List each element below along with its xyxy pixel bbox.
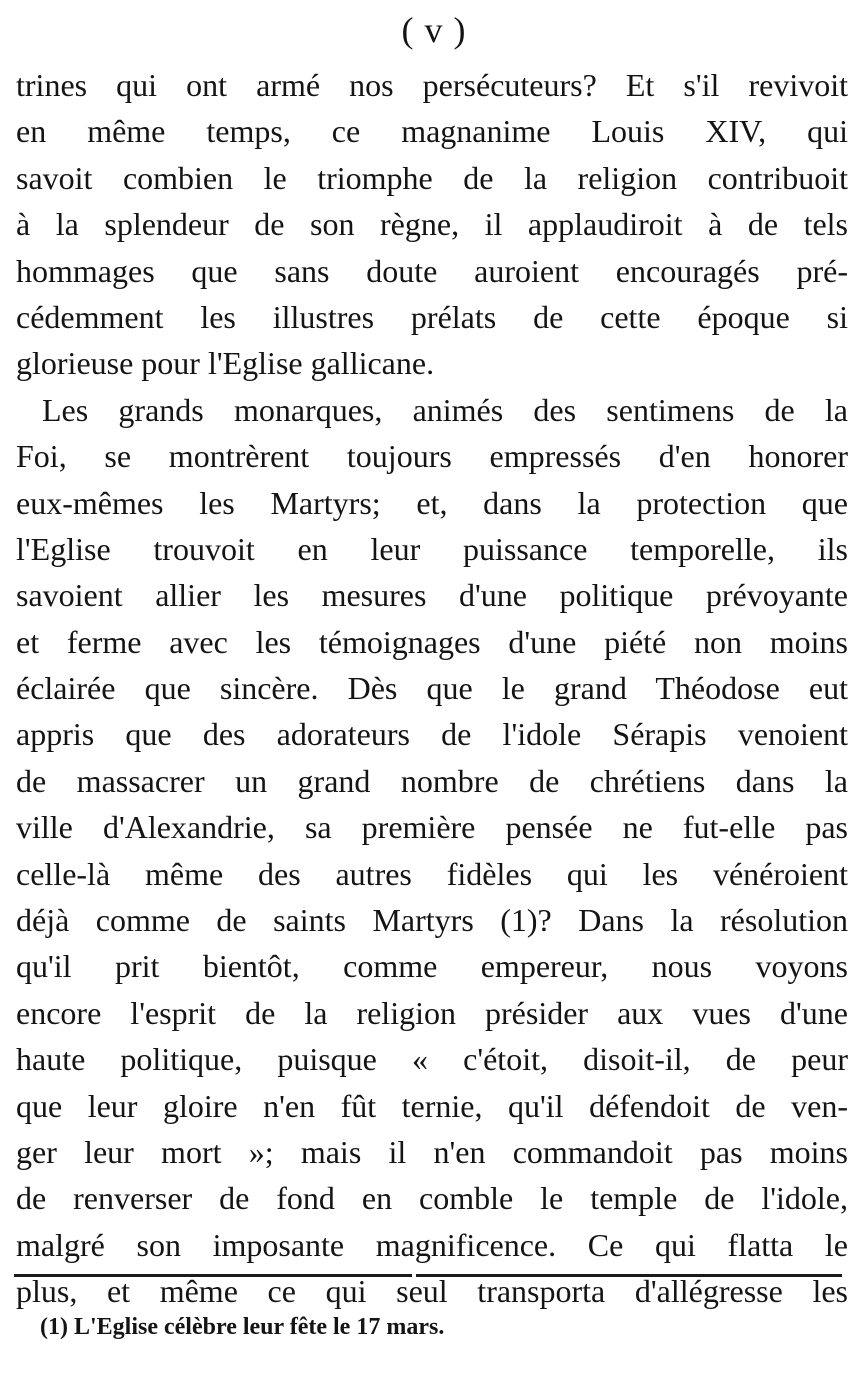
paragraph-start-line: Les grands monarques, animés des sentimens de la bbox=[42, 391, 848, 428]
text-line: de renverser de fond en comble le temple de l'idole, bbox=[16, 1180, 848, 1217]
text-line: savoient allier les mesures d'une politique prévoyante bbox=[16, 577, 848, 614]
text-line: savoit combien le triomphe de la religion contribuoit bbox=[16, 159, 848, 196]
text-line: encore l'esprit de la religion présider aux vues d'une bbox=[16, 994, 848, 1031]
text-line: qu'il prit bientôt, comme empereur, nous voyons bbox=[16, 948, 848, 985]
text-line: eux-mêmes les Martyrs; et, dans la protection que bbox=[16, 484, 848, 521]
text-line: appris que des adorateurs de l'idole Sérapis venoient bbox=[16, 716, 848, 753]
text-line: déjà comme de saints Martyrs (1)? Dans la résolution bbox=[16, 902, 848, 939]
text-line: ville d'Alexandrie, sa première pensée ne fut-elle pas bbox=[16, 809, 848, 846]
text-line: en même temps, ce magnanime Louis XIV, qui bbox=[16, 113, 848, 150]
text-line: éclairée que sincère. Dès que le grand Théodose eut bbox=[16, 670, 848, 707]
text-line: cédemment les illustres prélats de cette époque si bbox=[16, 298, 848, 335]
text-line: hommages que sans doute auroient encouragés pré- bbox=[16, 252, 848, 289]
text-line: ger leur mort »; mais il n'en commandoit pas moins bbox=[16, 1133, 848, 1170]
text-line: et ferme avec les témoignages d'une piété non moins bbox=[16, 623, 848, 660]
paragraph-end-line: glorieuse pour l'Eglise gallicane. bbox=[16, 345, 435, 382]
text-line: Foi, se montrèrent toujours empressés d'en honorer bbox=[16, 438, 848, 475]
footnote-rule-left bbox=[14, 1274, 412, 1277]
footnote: (1) L'Eglise célèbre leur fête le 17 mars. bbox=[40, 1314, 445, 1340]
footnote-rule-right bbox=[416, 1274, 842, 1277]
text-line: haute politique, puisque « c'étoit, disoit-il, de peur bbox=[16, 1041, 848, 1078]
text-line: trines qui ont armé nos persécuteurs? Et s'il revivoit bbox=[16, 67, 848, 103]
text-line: l'Eglise trouvoit en leur puissance temporelle, ils bbox=[16, 530, 848, 567]
text-line: plus, et même ce qui seul transporta d'allégresse les bbox=[16, 1273, 848, 1310]
body-text bbox=[16, 62, 848, 1315]
page-number: ( v ) bbox=[401, 10, 467, 50]
text-line: à la splendeur de son règne, il applaudiroit à de tels bbox=[16, 206, 848, 243]
text-line: malgré son imposante magnificence. Ce qui flatta le bbox=[16, 1226, 848, 1263]
text-line: de massacrer un grand nombre de chrétiens dans la bbox=[16, 762, 848, 799]
text-line: que leur gloire n'en fût ternie, qu'il défendoit de ven- bbox=[16, 1087, 848, 1124]
text-line: celle-là même des autres fidèles qui les vénéroient bbox=[16, 855, 848, 892]
